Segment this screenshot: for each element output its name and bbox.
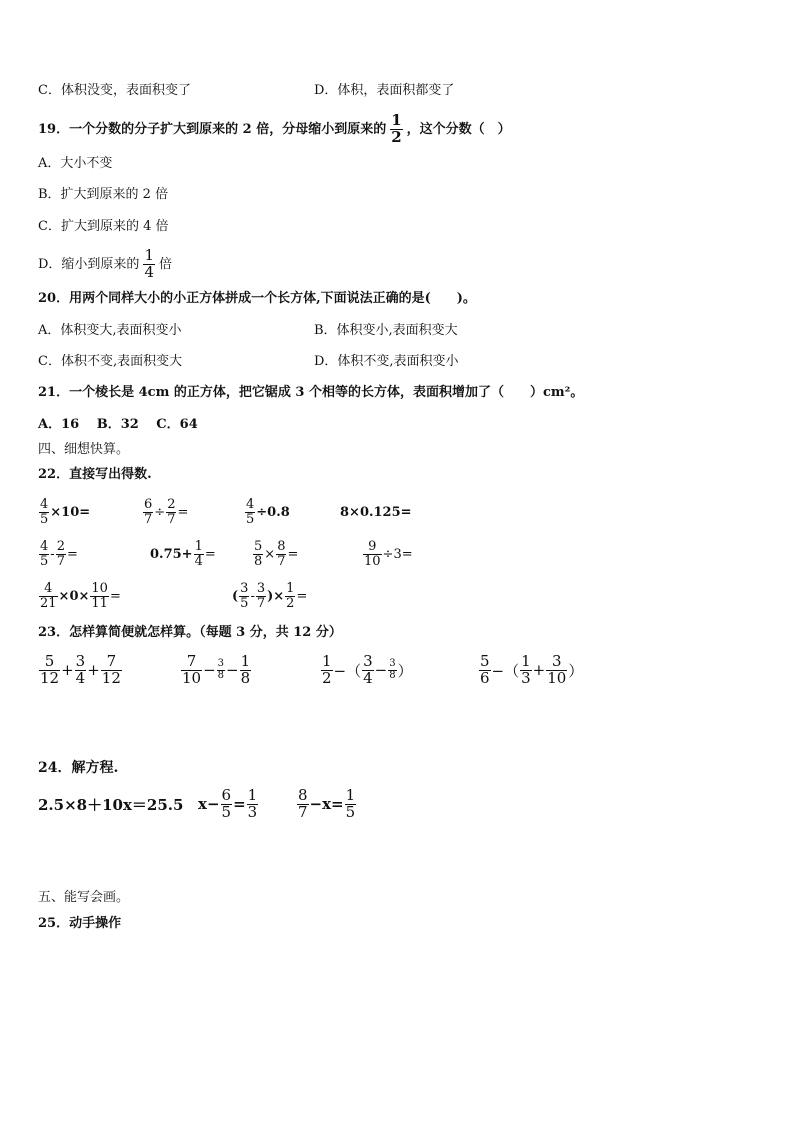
fraction: $\frac{3}{7}$: [256, 580, 266, 611]
fraction: $\frac{1}{3}$: [247, 785, 258, 821]
fraction: $\frac{4}{21}$: [40, 580, 57, 611]
q23-expr-3: $\frac{1}{2}$ −（ $\frac{3}{4}$ − $\frac{3}{8}$ ）: [322, 651, 413, 687]
q19-option-d-fraction: $\frac{1}{4}$: [144, 245, 154, 281]
fraction: $\frac{3}{8}$: [217, 658, 225, 681]
q20-option-b: B．体积变小,表面积变大: [314, 323, 458, 338]
fraction: $\frac{1}{5}$: [345, 785, 356, 821]
q18-option-c: C．体积没变，表面积变了: [38, 83, 191, 98]
section-4-heading: 四、细想快算。: [38, 442, 130, 457]
q22-r1-expr-3: $\frac{4}{5}$ ÷0.8: [246, 496, 290, 527]
q24-equations: [38, 784, 758, 824]
q22-row-1: [38, 494, 758, 530]
fraction: $\frac{3}{5}$: [240, 580, 249, 611]
q19-fraction: $\frac{1}{2}$: [391, 110, 402, 146]
fraction: $\frac{9}{10}$: [364, 538, 381, 569]
q22-r3-expr-1: $\frac{4}{21}$ ×0× $\frac{10}{11}$ =: [40, 580, 121, 611]
fraction: $\frac{3}{8}$: [389, 658, 396, 681]
q22-r1-expr-2: $\frac{6}{7}$ ÷ $\frac{2}{7}$ =: [144, 496, 189, 527]
fraction: $\frac{1}{3}$: [521, 651, 531, 687]
q20-option-a: A．体积变大,表面积变小: [38, 323, 182, 338]
section-5-heading: 五、能写会画。: [38, 890, 130, 905]
fraction: $\frac{4}{5}$: [40, 496, 49, 527]
fraction: $\frac{8}{7}$: [277, 538, 286, 569]
q20-option-d: D．体积不变,表面积变小: [314, 354, 459, 369]
q22-row-2: [38, 536, 758, 572]
q18-option-d: D．体积，表面积都变了: [314, 83, 455, 98]
fraction: $\frac{6}{7}$: [144, 496, 153, 527]
fraction: $\frac{1}{8}$: [240, 651, 251, 687]
q23-stem: 23．怎样算简便就怎样算。（每题 3 分，共 12 分）: [38, 625, 342, 640]
q24-equation-1: 2.5×8＋10x＝25.5: [38, 795, 184, 814]
fraction: $\frac{4}{5}$: [246, 496, 255, 527]
q24-equation-3: $\frac{8}{7}$ −x= $\frac{1}{5}$: [298, 785, 356, 821]
q22-r1-expr-1: $\frac{4}{5}$ ×10=: [40, 496, 91, 527]
fraction: $\frac{8}{7}$: [298, 785, 308, 821]
fraction: $\frac{3}{4}$: [75, 651, 86, 687]
q22-stem: 22．直接写出得数.: [38, 467, 152, 482]
q23-expressions: [38, 650, 758, 690]
q23-expr-1: $\frac{5}{12}$ + $\frac{3}{4}$ + $\frac{7}{12}$: [40, 651, 121, 687]
q22-r2-expr-2: 0.75+ $\frac{1}{4}$ =: [150, 538, 216, 569]
fraction: $\frac{5}{12}$: [40, 651, 60, 687]
fraction: $\frac{5}{8}$: [254, 538, 263, 569]
q22-r2-expr-3: $\frac{5}{8}$ × $\frac{8}{7}$ =: [254, 538, 299, 569]
fraction: $\frac{7}{10}$: [182, 651, 202, 687]
q25-stem: 25．动手操作: [38, 916, 122, 931]
fraction: $\frac{1}{4}$: [194, 538, 203, 569]
q21-options: A．16 B．32 C．64: [38, 417, 198, 432]
q22-r2-expr-1: $\frac{4}{5}$ - $\frac{2}{7}$ =: [40, 538, 78, 569]
q22-row-3: [38, 578, 758, 614]
fraction: $\frac{6}{5}$: [221, 785, 232, 821]
q24-stem: 24．解方程.: [38, 760, 119, 776]
q23-expr-4: $\frac{5}{6}$ −（ $\frac{1}{3}$ + $\frac{3}{10}$ ）: [480, 651, 584, 687]
q20-option-c: C．体积不变,表面积变大: [38, 354, 183, 369]
q19-option-a: A．大小不变: [38, 156, 113, 171]
q22-r1-expr-4: 8×0.125=: [340, 504, 412, 520]
fraction: $\frac{10}{11}$: [91, 580, 108, 611]
q23-expr-2: $\frac{7}{10}$ − $\frac{3}{8}$ − $\frac{1}{8}$: [182, 651, 251, 687]
q19-option-d: D．缩小到原来的 $\frac{1}{4}$ 倍: [38, 245, 172, 281]
q19-option-c: C．扩大到原来的 4 倍: [38, 219, 169, 234]
q22-r3-expr-2: ( $\frac{3}{5}$ - $\frac{3}{7}$ )× $\frac{1}{2}$ =: [232, 580, 308, 611]
fraction: $\frac{7}{12}$: [101, 651, 121, 687]
fraction: $\frac{2}{7}$: [167, 496, 176, 527]
fraction: $\frac{5}{6}$: [480, 651, 490, 687]
fraction: $\frac{1}{2}$: [322, 651, 332, 687]
q19-stem: 19．一个分数的分子扩大到原来的 2 倍，分母缩小到原来的 $\frac{1}{2}$ ，这个分数（ ）: [38, 110, 511, 146]
fraction: $\frac{4}{5}$: [40, 538, 49, 569]
fraction: $\frac{2}{7}$: [56, 538, 65, 569]
q20-stem: 20．用两个同样大小的小正方体拼成一个长方体,下面说法正确的是( )。: [38, 291, 476, 306]
q24-equation-2: x− $\frac{6}{5}$ = $\frac{1}{3}$: [198, 785, 258, 821]
fraction: $\frac{3}{10}$: [547, 651, 567, 687]
fraction: $\frac{1}{2}$: [286, 580, 295, 611]
q22-r2-expr-4: $\frac{9}{10}$ ÷3=: [364, 538, 413, 569]
q19-option-b: B．扩大到原来的 2 倍: [38, 187, 169, 202]
q21-stem: 21．一个棱长是 4cm 的正方体，把它锯成 3 个相等的长方体，表面积增加了（ ）cm²。: [38, 385, 584, 400]
fraction: $\frac{3}{4}$: [363, 651, 373, 687]
